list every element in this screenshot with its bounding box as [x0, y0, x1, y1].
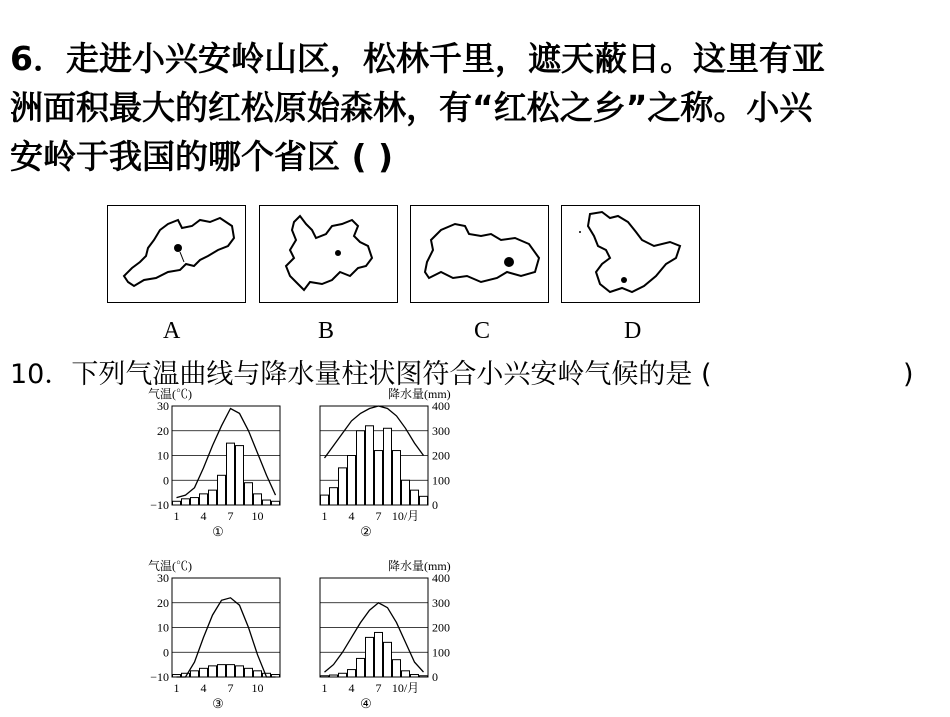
temp-tick-label: −10: [150, 498, 169, 512]
precip-bar: [191, 671, 199, 677]
month-tick-label: 1: [173, 509, 180, 523]
precip-tick-label: 400: [432, 571, 450, 585]
month-tick-label: 10/月: [391, 681, 420, 695]
month-tick-label: 7: [375, 681, 382, 695]
precip-axis-label: 降水量(mm): [388, 387, 451, 401]
precip-bar: [227, 665, 235, 677]
precip-bar: [375, 451, 383, 505]
precip-tick-label: 400: [432, 399, 450, 413]
month-tick-label: 7: [227, 681, 234, 695]
month-tick-label: 1: [321, 509, 328, 523]
climate-charts-svg: [130, 378, 470, 713]
precip-bar: [384, 642, 392, 677]
option-b-label: B: [318, 318, 335, 344]
precip-tick-label: 100: [432, 473, 450, 488]
precip-tick-label: 200: [432, 620, 450, 635]
option-a-label: A: [163, 318, 181, 344]
precip-bar: [236, 446, 244, 505]
precip-axis-label: 降水量(mm): [388, 559, 451, 573]
temp-tick-label: 0: [163, 645, 169, 660]
precip-tick-label: 300: [432, 423, 450, 438]
heilongjiang-outline-map: [562, 206, 698, 301]
precip-bar: [254, 494, 262, 505]
precip-bar: [348, 456, 356, 506]
month-tick-label: 4: [348, 681, 355, 695]
precip-tick-label: 0: [432, 670, 438, 684]
month-tick-label: 10: [251, 509, 264, 523]
precip-bar: [218, 475, 226, 505]
precip-bar: [402, 671, 410, 677]
temp-tick-label: 30: [157, 571, 169, 585]
precip-bar: [357, 431, 365, 505]
q6-line-2: 洲面积最大的红松原始森林，有“红松之乡”之称。小兴: [10, 88, 813, 127]
precip-bar: [375, 632, 383, 677]
hubei-outline-map: [411, 206, 547, 301]
precip-bar: [330, 675, 338, 677]
precip-bar: [218, 665, 226, 677]
precip-bar: [357, 658, 365, 677]
month-tick-label: 1: [173, 681, 180, 695]
precip-bar: [254, 671, 262, 677]
precip-bar: [245, 668, 253, 677]
panel-label: ④: [360, 696, 372, 711]
temp-tick-label: 20: [157, 423, 169, 438]
month-tick-label: 10/月: [391, 509, 420, 523]
precip-bar: [236, 666, 244, 677]
precip-tick-label: 300: [432, 595, 450, 610]
temp-axis-label: 气温(℃): [148, 387, 192, 401]
temp-tick-label: 30: [157, 399, 169, 413]
q6-line-1: 6．走进小兴安岭山区，松林千里，遮天蔽日。这里有亚: [10, 39, 825, 78]
temp-tick-label: 0: [163, 473, 169, 488]
precip-bar: [245, 483, 253, 505]
panel-label: ③: [212, 696, 224, 711]
precip-bar: [411, 675, 419, 677]
precip-bar: [191, 498, 199, 505]
precip-tick-label: 200: [432, 448, 450, 463]
month-tick-label: 7: [375, 509, 382, 523]
map-option-b[interactable]: [259, 205, 398, 303]
panel-label: ①: [212, 524, 224, 539]
precip-bar: [339, 673, 347, 677]
precip-bar: [182, 499, 190, 505]
precip-tick-label: 0: [432, 498, 438, 512]
temp-tick-label: −10: [150, 670, 169, 684]
month-tick-label: 10: [251, 681, 264, 695]
precip-tick-label: 100: [432, 645, 450, 660]
precip-bar: [393, 451, 401, 505]
month-tick-label: 7: [227, 509, 234, 523]
precip-bar: [209, 490, 217, 505]
map-option-a[interactable]: [107, 205, 246, 303]
map-option-d[interactable]: [561, 205, 700, 303]
yunnan-outline-map: [260, 206, 396, 301]
month-tick-label: 1: [321, 681, 328, 695]
precip-bar: [272, 501, 280, 505]
panel-label: ②: [360, 524, 372, 539]
temp-axis-label: 气温(℃): [148, 559, 192, 573]
precip-bar: [384, 428, 392, 505]
precip-bar: [402, 480, 410, 505]
question-6-text: [10, 34, 940, 181]
q10-close-paren: ): [903, 359, 914, 390]
precip-bar: [366, 637, 374, 677]
precip-bar: [200, 494, 208, 505]
precip-bar: [420, 676, 428, 677]
precip-bar: [200, 668, 208, 677]
precip-bar: [339, 468, 347, 505]
option-c-label: C: [474, 318, 491, 344]
temp-tick-label: 10: [157, 620, 169, 635]
option-d-label: D: [624, 318, 642, 344]
climate-charts: [130, 378, 470, 717]
precip-bar: [263, 500, 271, 505]
precip-bar: [209, 666, 217, 677]
precip-bar: [393, 660, 401, 677]
map-option-c[interactable]: [410, 205, 549, 303]
guangdong-outline-map: [108, 206, 244, 301]
month-tick-label: 4: [348, 509, 355, 523]
precip-bar: [348, 670, 356, 677]
q10-stem: 10．下列气温曲线与降水量柱状图符合小兴安岭气候的是 (: [10, 359, 712, 390]
month-tick-label: 4: [200, 509, 207, 523]
precip-bar: [420, 496, 428, 505]
temp-tick-label: 20: [157, 595, 169, 610]
precip-bar: [321, 495, 329, 505]
temp-tick-label: 10: [157, 448, 169, 463]
precip-bar: [321, 676, 329, 677]
q6-line-3: 安岭于我国的哪个省区 ( ): [10, 137, 394, 176]
precip-bar: [227, 443, 235, 505]
month-tick-label: 4: [200, 681, 207, 695]
precip-bar: [366, 426, 374, 505]
precip-bar: [330, 488, 338, 505]
precip-bar: [411, 490, 419, 505]
precip-bar: [173, 501, 181, 505]
